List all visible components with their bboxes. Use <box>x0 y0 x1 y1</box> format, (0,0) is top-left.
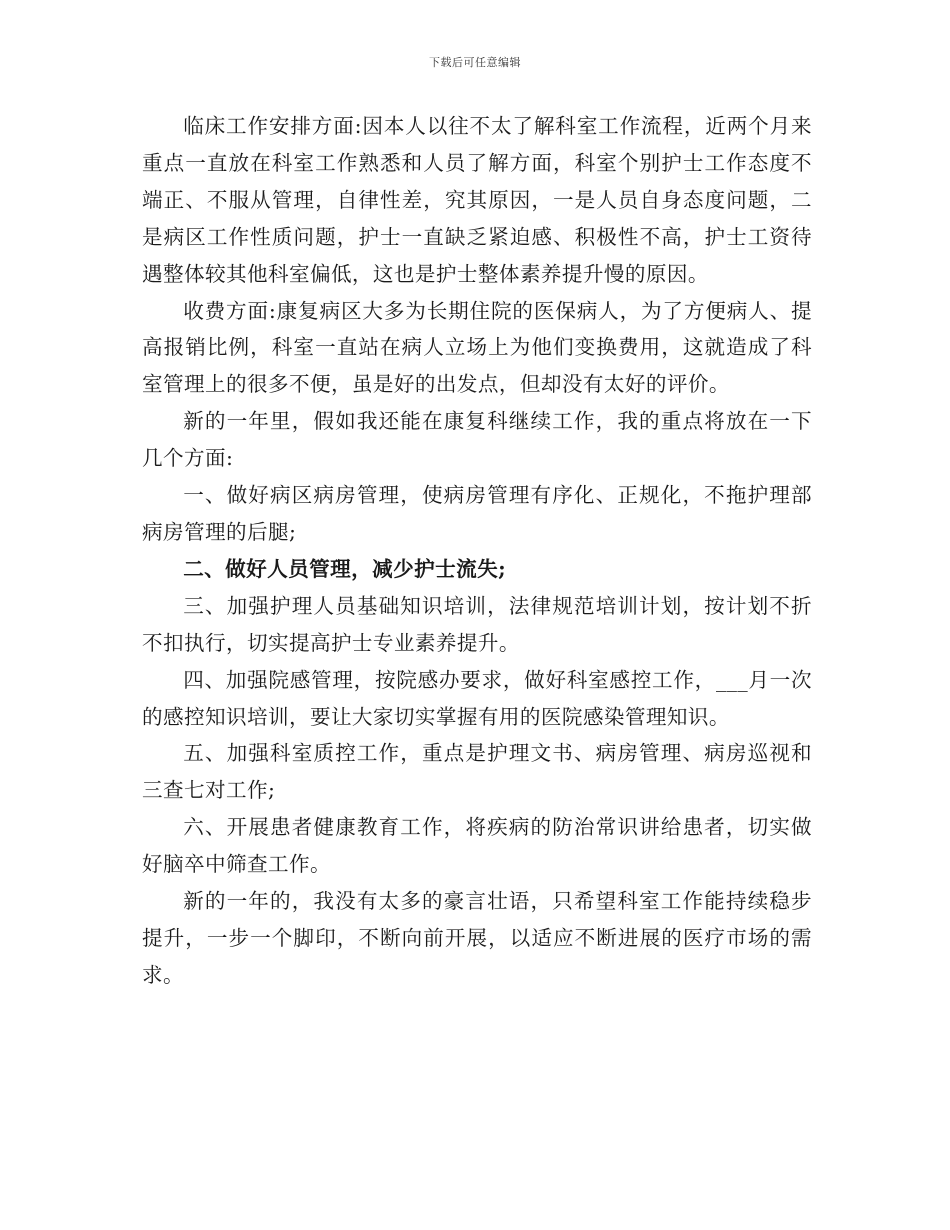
paragraph-item-1: 一、做好病区病房管理，使病房管理有序化、正规化，不拖护理部病房管理的后腿; <box>142 483 812 544</box>
paragraph-item-3: 三、加强护理人员基础知识培训，法律规范培训计划，按计划不折不扣执行，切实提高护士专业素养提升。 <box>142 593 812 655</box>
paragraph-closing: 新的一年的，我没有太多的豪言壮语，只希望科室工作能持续稳步提升，一步一个脚印，不断向前开展，以适应不断进展的医疗市场的需求。 <box>142 889 812 987</box>
paragraph-item-5: 五、加强科室质控工作，重点是护理文书、病房管理、病房巡视和三查七对工作; <box>142 741 812 803</box>
paragraph-item-2: 二、做好人员管理，减少护士流失; <box>183 556 507 581</box>
paragraph-item-6: 六、开展患者健康教育工作，将疾病的防治常识讲给患者，切实做好脑卒中筛查工作。 <box>142 815 812 877</box>
paragraph-billing: 收费方面:康复病区大多为长期住院的医保病人，为了方便病人、提高报销比例，科室一直站在病人立场上为他们变换费用，这就造成了科室管理上的很多不便，虽是好的出发点，但却没有太好的评价。 <box>142 298 812 397</box>
paragraph-clinical-arrangement: 临床工作安排方面:因本人以往不太了解科室工作流程，近两个月来重点一直放在科室工作熟悉和人员了解方面，科室个别护士工作态度不端正、不服从管理，自律性差，究其原因，一是人员自身态度问题，二是病区工作性质问题，护士一直缺乏紧迫感、积极性不高，护士工资待遇整体较其他科室偏低，这也是护士整体素养提升慢的原因。 <box>142 114 812 286</box>
document-body <box>142 108 812 994</box>
page-header-note: 下载后可任意编辑 <box>429 56 521 69</box>
paragraph-new-year-plan: 新的一年里，假如我还能在康复科继续工作，我的重点将放在一下几个方面: <box>142 409 812 471</box>
paragraph-item-4: 四、加强院感管理，按院感办要求，做好科室感控工作，___月一次的感控知识培训，要让大家切实掌握有用的医院感染管理知识。 <box>142 667 812 729</box>
